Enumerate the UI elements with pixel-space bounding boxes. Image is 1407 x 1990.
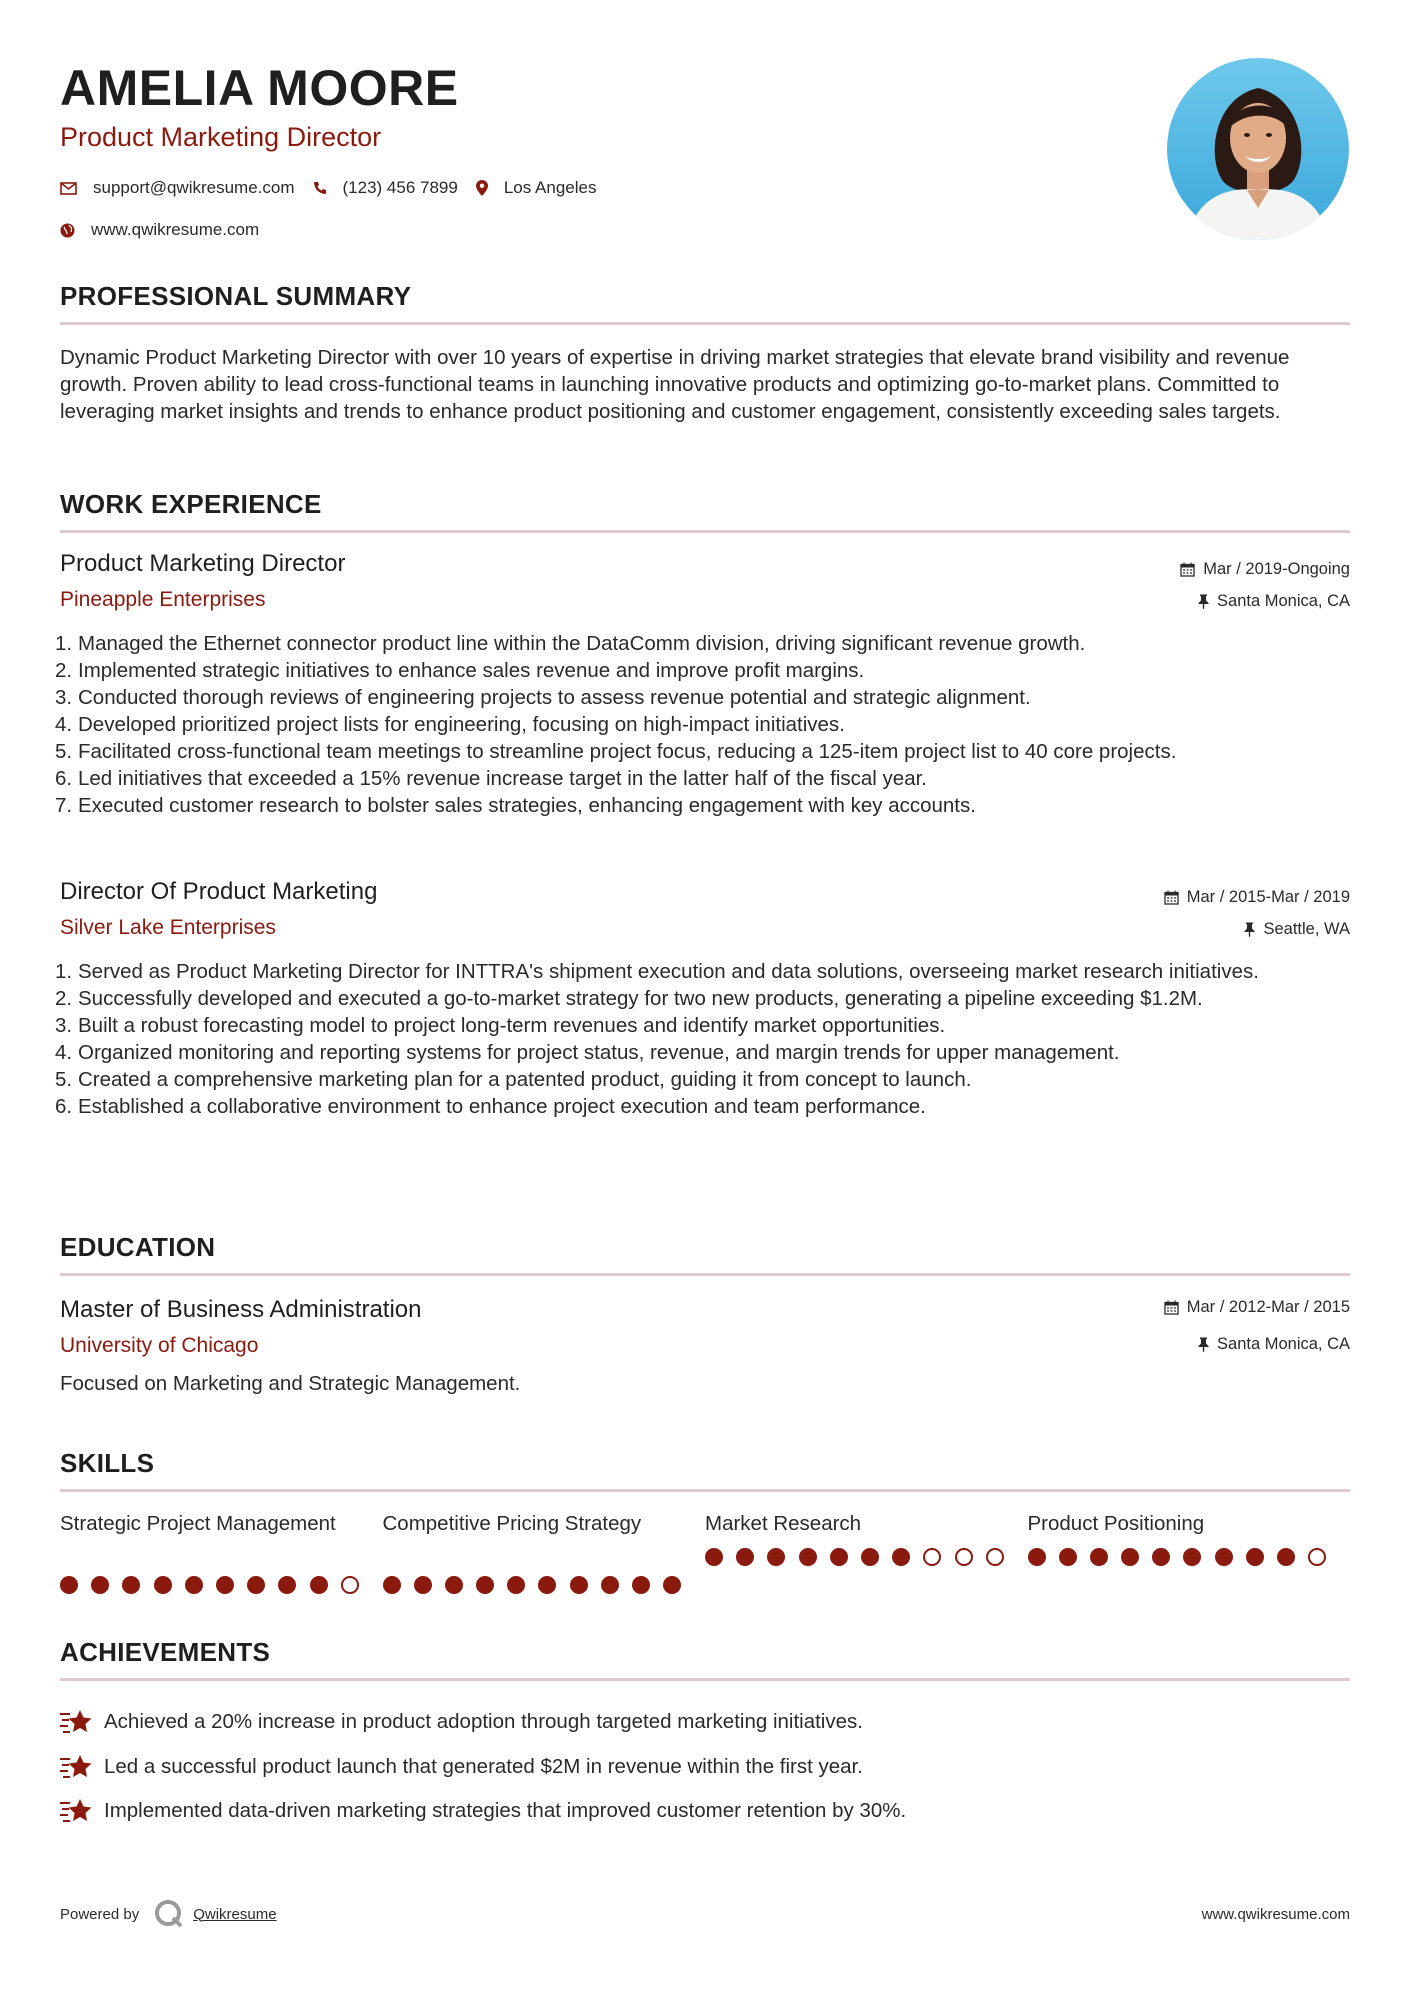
rating-dot-filled — [154, 1576, 172, 1594]
skill-name: Competitive Pricing Strategy — [382, 1512, 642, 1535]
rating-dot-filled — [1277, 1548, 1295, 1566]
rating-dot-filled — [1152, 1548, 1170, 1566]
list-item: Implemented strategic initiatives to enhance sales revenue and improve profit margins. — [78, 659, 865, 682]
skill-rating — [383, 1576, 706, 1594]
rating-dot-filled — [830, 1548, 848, 1566]
rating-dot-filled — [570, 1576, 588, 1594]
calendar-icon — [1164, 890, 1179, 905]
job-dates — [1164, 888, 1350, 907]
pushpin-icon — [1198, 1337, 1209, 1352]
contact-email[interactable] — [60, 174, 295, 202]
rating-dot-filled — [1215, 1548, 1233, 1566]
qwikresume-logo-icon — [153, 1898, 185, 1930]
achievement-text: Achieved a 20% increase in product adoption through targeted marketing initiatives. — [104, 1710, 863, 1734]
skill-item — [383, 1510, 706, 1594]
list-item: Built a robust forecasting model to project long-term revenues and identify market opportunities. — [78, 1014, 946, 1037]
rating-dot-filled — [247, 1576, 265, 1594]
rating-dot-filled — [799, 1548, 817, 1566]
achievements-list — [60, 1700, 1350, 1834]
rating-dot-filled — [632, 1576, 650, 1594]
job-bullets — [78, 958, 1350, 1120]
rating-dot-filled — [60, 1576, 78, 1594]
contact-location — [476, 174, 597, 202]
resume-header — [60, 58, 1060, 244]
summary-divider — [60, 322, 1350, 325]
list-item: Executed customer research to bolster sales strategies, enhancing engagement with key accounts. — [78, 794, 976, 817]
skills-divider — [60, 1489, 1350, 1492]
pushpin-icon — [1198, 594, 1209, 609]
rating-dot-filled — [705, 1548, 723, 1566]
list-item: Established a collaborative environment to enhance project execution and team performance. — [78, 1095, 926, 1118]
rating-dot-filled — [445, 1576, 463, 1594]
job-location-text: Santa Monica, CA — [1217, 592, 1350, 610]
list-item: Managed the Ethernet connector product line within the DataComm division, driving significant revenue growth. — [78, 632, 1086, 655]
rating-dot-filled — [601, 1576, 619, 1594]
footer-powered-by — [60, 1898, 277, 1930]
star-award-icon — [60, 1797, 94, 1825]
rating-dot-filled — [663, 1576, 681, 1594]
profile-photo — [1167, 58, 1349, 240]
list-item: Created a comprehensive marketing plan for a patented product, guiding it from concept to launch. — [78, 1068, 972, 1091]
contact-row-2 — [60, 216, 1060, 244]
experience-heading: WORK EXPERIENCE — [60, 489, 322, 519]
list-item — [60, 1789, 1350, 1834]
skills-heading: SKILLS — [60, 1448, 155, 1478]
rating-dot-filled — [383, 1576, 401, 1594]
rating-dot-filled — [91, 1576, 109, 1594]
phone-icon — [313, 181, 327, 195]
skill-rating — [705, 1548, 1028, 1566]
achievements-heading: ACHIEVEMENTS — [60, 1637, 271, 1667]
powered-by-label: Powered by — [60, 1905, 140, 1923]
skill-name: Strategic Project Management — [60, 1512, 336, 1535]
rating-dot-filled — [507, 1576, 525, 1594]
rating-dot-empty — [986, 1548, 1004, 1566]
rating-dot-filled — [216, 1576, 234, 1594]
experience-divider — [60, 530, 1350, 533]
candidate-role: Product Marketing Director — [60, 122, 382, 152]
rating-dot-filled — [278, 1576, 296, 1594]
list-item: Facilitated cross-functional team meetings to streamline project focus, reducing a 125-item project list to 40 core projects. — [78, 740, 1177, 763]
skills-grid — [60, 1510, 1350, 1594]
rating-dot-filled — [1121, 1548, 1139, 1566]
job-location — [1244, 920, 1350, 939]
rating-dot-filled — [1090, 1548, 1108, 1566]
star-award-icon — [60, 1708, 94, 1736]
contact-phone[interactable] — [313, 174, 458, 202]
education-dates-text: Mar / 2012-Mar / 2015 — [1186, 1298, 1350, 1316]
list-item: Conducted thorough reviews of engineering projects to assess revenue potential and strategic alignment. — [78, 686, 1031, 709]
achievements-divider — [60, 1678, 1350, 1681]
rating-dot-filled — [767, 1548, 785, 1566]
job-dates-text: Mar / 2019-Ongoing — [1203, 560, 1350, 578]
skill-item — [705, 1510, 1028, 1594]
contact-row — [60, 174, 1060, 202]
job-dates — [1180, 560, 1350, 579]
job-title: Product Marketing Director — [60, 550, 346, 577]
rating-dot-filled — [538, 1576, 556, 1594]
skill-rating — [1028, 1548, 1351, 1566]
education-heading: EDUCATION — [60, 1232, 216, 1262]
globe-icon — [60, 223, 75, 238]
skill-item — [1028, 1510, 1351, 1594]
calendar-icon — [1180, 562, 1195, 577]
phone-text: (123) 456 7899 — [342, 178, 458, 197]
star-award-icon — [60, 1753, 94, 1781]
contact-website[interactable] — [60, 216, 259, 244]
job-dates-text: Mar / 2015-Mar / 2019 — [1186, 888, 1350, 906]
candidate-name: AMELIA MOORE — [60, 60, 459, 116]
achievement-text: Led a successful product launch that generated $2M in revenue within the first year. — [104, 1754, 863, 1778]
calendar-icon — [1164, 1300, 1179, 1315]
school-name: University of Chicago — [60, 1334, 259, 1357]
list-item: Developed prioritized project lists for engineering, focusing on high-impact initiatives. — [78, 713, 845, 736]
job-location — [1198, 592, 1350, 611]
job-title: Director Of Product Marketing — [60, 878, 378, 905]
summary-text: Dynamic Product Marketing Director with over 10 years of expertise in driving market strategies that elevate brand visibility and revenue growth. Proven ability to lead cross-functional teams in launching innovative products and optimizing go-to-market plans. Committed to leveraging market insights and trends to enhance product positioning and customer engagement, consistently exceeding sales targets. — [60, 346, 1290, 423]
job-company: Silver Lake Enterprises — [60, 916, 276, 939]
job-bullets — [78, 630, 1350, 819]
rating-dot-filled — [1246, 1548, 1264, 1566]
skill-name: Market Research — [705, 1512, 862, 1535]
rating-dot-filled — [1059, 1548, 1077, 1566]
list-item: Led initiatives that exceeded a 15% revenue increase target in the latter half of the fiscal year. — [78, 767, 927, 790]
education-location — [1198, 1335, 1350, 1354]
summary-heading: PROFESSIONAL SUMMARY — [60, 281, 412, 311]
rating-dot-filled — [1028, 1548, 1046, 1566]
achievement-text: Implemented data-driven marketing strategies that improved customer retention by 30%. — [104, 1799, 907, 1823]
rating-dot-filled — [861, 1548, 879, 1566]
education-description: Focused on Marketing and Strategic Management. — [60, 1372, 521, 1395]
skill-rating — [60, 1576, 383, 1594]
list-item — [60, 1700, 1350, 1745]
map-pin-icon — [476, 180, 488, 196]
rating-dot-filled — [414, 1576, 432, 1594]
job-location-text: Seattle, WA — [1263, 920, 1350, 938]
education-dates — [1164, 1298, 1350, 1317]
envelope-icon — [60, 182, 77, 195]
list-item — [60, 1745, 1350, 1790]
location-text: Los Angeles — [503, 178, 597, 197]
rating-dot-filled — [892, 1548, 910, 1566]
rating-dot-empty — [1308, 1548, 1326, 1566]
rating-dot-filled — [736, 1548, 754, 1566]
skill-item — [60, 1510, 383, 1594]
rating-dot-filled — [185, 1576, 203, 1594]
rating-dot-filled — [122, 1576, 140, 1594]
rating-dot-empty — [923, 1548, 941, 1566]
education-divider — [60, 1273, 1350, 1276]
avatar — [1167, 58, 1349, 240]
education-location-text: Santa Monica, CA — [1217, 1335, 1350, 1353]
qwikresume-link[interactable]: Qwikresume — [193, 1905, 277, 1923]
job-company: Pineapple Enterprises — [60, 588, 266, 611]
rating-dot-filled — [1183, 1548, 1201, 1566]
pushpin-icon — [1244, 922, 1255, 937]
rating-dot-filled — [310, 1576, 328, 1594]
footer-website[interactable]: www.qwikresume.com — [1201, 1906, 1350, 1923]
website-text: www.qwikresume.com — [91, 220, 260, 239]
skill-name: Product Positioning — [1027, 1512, 1205, 1535]
rating-dot-empty — [341, 1576, 359, 1594]
degree-title: Master of Business Administration — [60, 1296, 422, 1323]
email-text: support@qwikresume.com — [93, 178, 295, 197]
list-item: Organized monitoring and reporting systems for project status, revenue, and margin trends for upper management. — [78, 1041, 1120, 1064]
rating-dot-filled — [476, 1576, 494, 1594]
list-item: Served as Product Marketing Director for INTTRA's shipment execution and data solutions, overseeing market research initiatives. — [78, 960, 1259, 983]
list-item: Successfully developed and executed a go-to-market strategy for two new products, generating a pipeline exceeding $1.2M. — [78, 987, 1203, 1010]
rating-dot-empty — [955, 1548, 973, 1566]
